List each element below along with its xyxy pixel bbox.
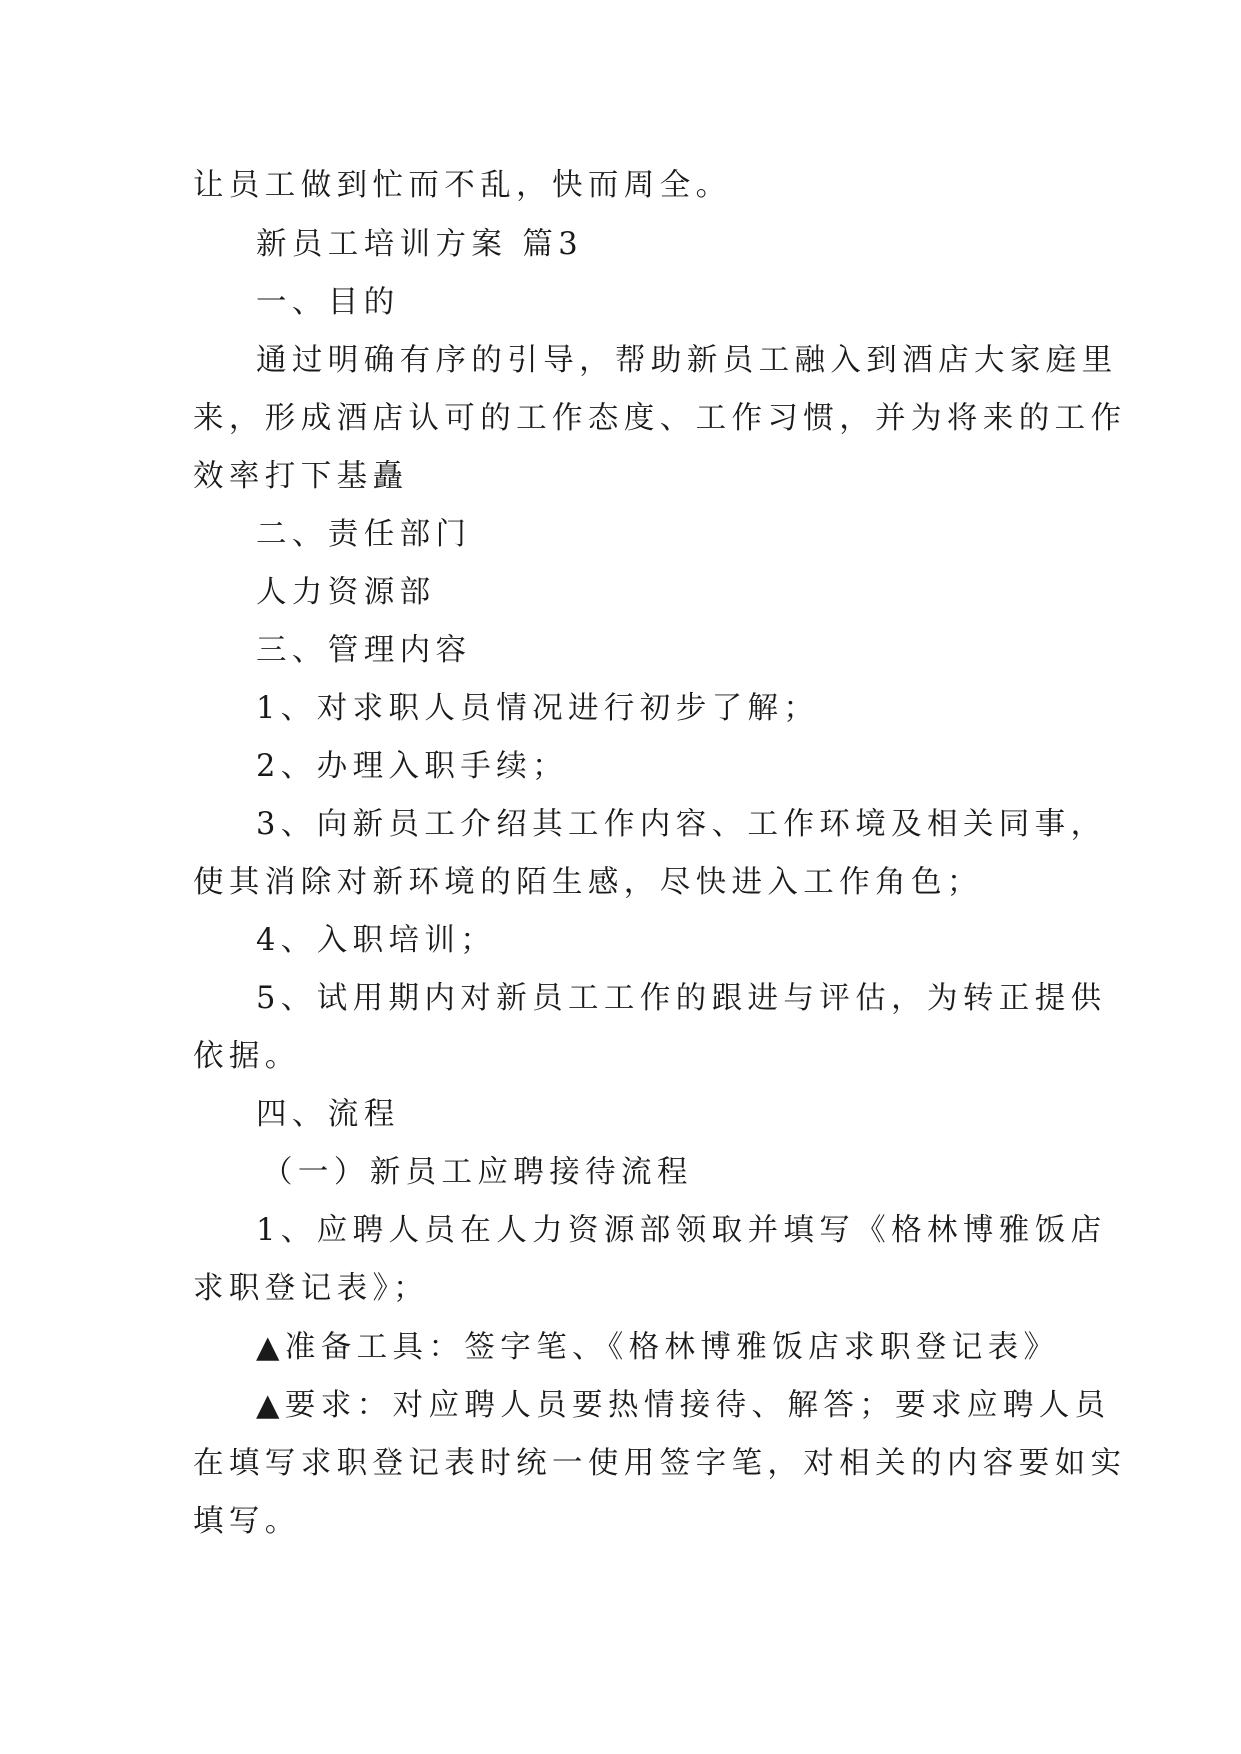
paragraph-line: 让员工做到忙而不乱，快而周全。 [193,168,732,203]
paragraph-line: 求职登记表》； [193,1271,430,1306]
heading-process: 四、流程 [256,1097,400,1132]
paragraph-line: 使其消除对新环境的陌生感，尽快进入工作角色； [193,865,983,900]
paragraph-line: 来，形成酒店认可的工作态度、工作习惯，并为将来的工作 [193,401,1127,436]
paragraph-line: 通过明确有序的引导，帮助新员工融入到酒店大家庭里 [256,343,1118,378]
list-item: 5、试用期内对新员工工作的跟进与评估，为转正提供 [256,981,1107,1016]
bullet-item: ▲要求：对应聘人员要热情接待、解答；要求应聘人员 [256,1388,1111,1423]
list-item: 4、入职培训； [256,923,497,958]
paragraph-line: 效率打下基矗 [193,459,409,494]
heading-department: 二、责任部门 [256,517,472,552]
paragraph-line: 依据。 [193,1039,301,1074]
paragraph-line: 人力资源部 [256,575,436,610]
list-item: 1、应聘人员在人力资源部领取并填写《格林博雅饭店 [256,1213,1107,1248]
heading-management: 三、管理内容 [256,633,472,668]
list-item: 2、办理入职手续； [256,749,569,784]
list-item: 3、向新员工介绍其工作内容、工作环境及相关同事， [256,807,1107,842]
heading-purpose: 一、目的 [256,285,400,320]
paragraph-line: 在填写求职登记表时统一使用签字笔，对相关的内容要如实 [193,1446,1127,1481]
paragraph-line: 填写。 [193,1504,301,1539]
subheading: （一）新员工应聘接待流程 [262,1155,693,1190]
section-title: 新员工培训方案 篇3 [256,227,584,262]
bullet-item: ▲准备工具：签字笔、《格林博雅饭店求职登记表》 [256,1330,1060,1365]
list-item: 1、对求职人员情况进行初步了解； [256,691,820,726]
